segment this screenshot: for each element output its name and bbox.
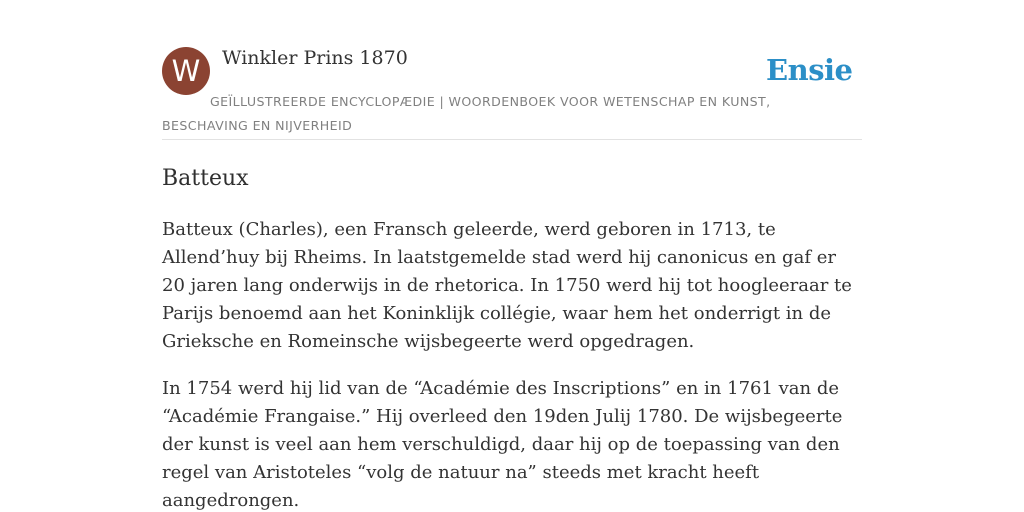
header-divider — [162, 139, 862, 140]
source-subtitle: GEÏLLUSTREERDE ENCYCLOPÆDIE | WOORDENBOEK VOOR WETENSCHAP EN KUNST, BESCHAVING EN NIJVERHEID — [162, 94, 771, 133]
source-avatar: W — [162, 47, 210, 95]
article-body — [162, 216, 862, 512]
source-title[interactable]: Winkler Prins 1870 — [222, 47, 408, 69]
article-paragraph: In 1754 werd hij lid van de “Académie des Inscriptions” en in 1761 van de “Académie Frangaise.” Hij overleed den 19den Julij 1780. De wijsbegeerte der kunst is veel aan hem verschuldigd, daar hij op de toepassing van den regel van Aristoteles “volg de natuur na” steeds met kracht heeft aangedrongen. — [162, 378, 843, 511]
article-paragraph: Batteux (Charles), een Fransch geleerde, werd geboren in 1713, te Allend’huy bij Rheims. In laatstgemelde stad werd hij canonicus en gaf er 20 jaren lang onderwijs in de rhetorica. In 1750 werd hij tot hoogleeraar te Parijs benoemd aan het Koninklijk collégie, waar hem het onderrigt in de Grieksche en Romeinsche wijsbegeerte werd opgedragen. — [162, 219, 852, 352]
article-headword: Batteux — [162, 166, 249, 191]
ensie-logo-link[interactable]: Ensie — [766, 53, 853, 87]
